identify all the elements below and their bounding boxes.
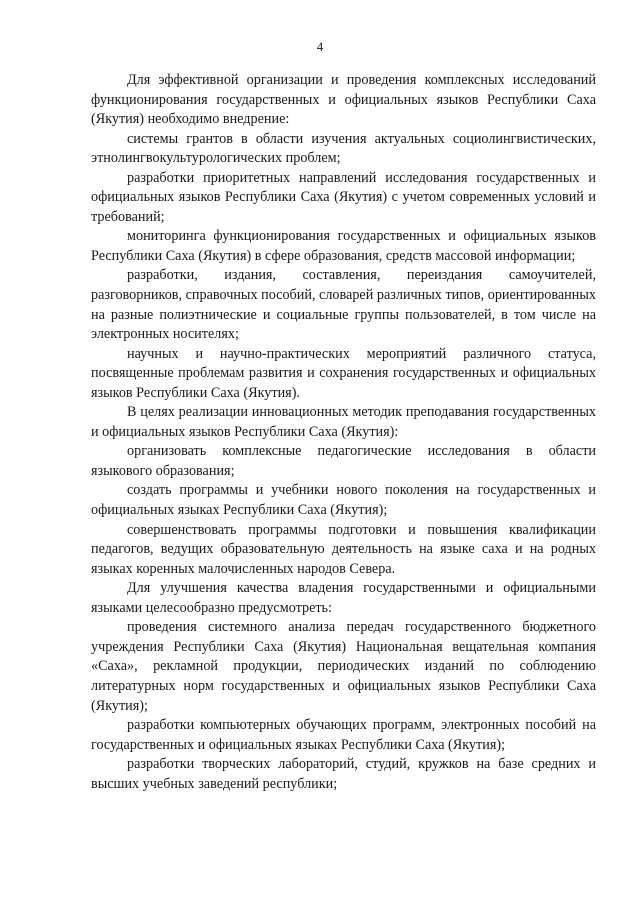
paragraph-pedagogical-research: организовать комплексные педагогические исследования в области языкового образования;: [91, 443, 596, 479]
paragraph-teacher-training: совершенствовать программы подготовки и повышения квалификации педагогов, ведущих образовательную деятельность на языке саха и на родных языках коренных малочисленных народов Севера.: [91, 521, 596, 577]
paragraph-intro: Для эффективной организации и проведения комплексных исследований функционирования государственных и официальных языков Республики Саха (Якутия) необходимо внедрение:: [91, 72, 596, 128]
paragraph-events: научных и научно-практических мероприятий различного статуса, посвященные проблемам развития и сохранения государственных и официальных языков Республики Саха (Якутия).: [91, 345, 596, 401]
paragraph-research-directions: разработки приоритетных направлений исследования государственных и официальных языков Республики Саха (Якутия) с учетом современных условий и требований;: [91, 169, 596, 225]
paragraph-monitoring: мониторинга функционирования государственных и официальных языков Республики Саха (Якутия) в сфере образования, средств массовой информации;: [91, 228, 596, 264]
paragraph-grants: системы грантов в области изучения актуальных социолингвистических, этнолингвокультурологических проблем;: [91, 130, 596, 167]
paragraph-publications: разработки, издания, составления, переиздания самоучителей, разговорников, справочных пособий, словарей различных типов, ориентированных на разные полиэтнические и социальные группы пользователей, в том числе на электронных носителях;: [91, 267, 596, 343]
paragraph-innovative-methods: В целях реализации инновационных методик преподавания государственных и официальных языков Республики Саха (Якутия):: [91, 404, 596, 440]
paragraph-media-analysis: проведения системного анализа передач государственного бюджетного учреждения Республики Саха (Якутия) Национальная вещательная компания «Саха», рекламной продукции, периодических изданий по соблюдению литературных норм государственных и официальных языков Республики Саха (Якутия);: [91, 619, 596, 714]
body-text: [91, 71, 596, 794]
page-number: 4: [316, 39, 324, 54]
paragraph-software: разработки компьютерных обучающих программ, электронных пособий на государственных и официальных языках Республики Саха (Якутия);: [91, 717, 596, 753]
paragraph-textbooks: создать программы и учебники нового поколения на государственных и официальных языках Республики Саха (Якутия);: [91, 482, 596, 519]
paragraph-language-quality: Для улучшения качества владения государственными и официальными языками целесообразно предусмотреть:: [91, 580, 596, 616]
paragraph-laboratories: разработки творческих лабораторий, студий, кружков на базе средних и высших учебных заведений республики;: [91, 756, 596, 792]
